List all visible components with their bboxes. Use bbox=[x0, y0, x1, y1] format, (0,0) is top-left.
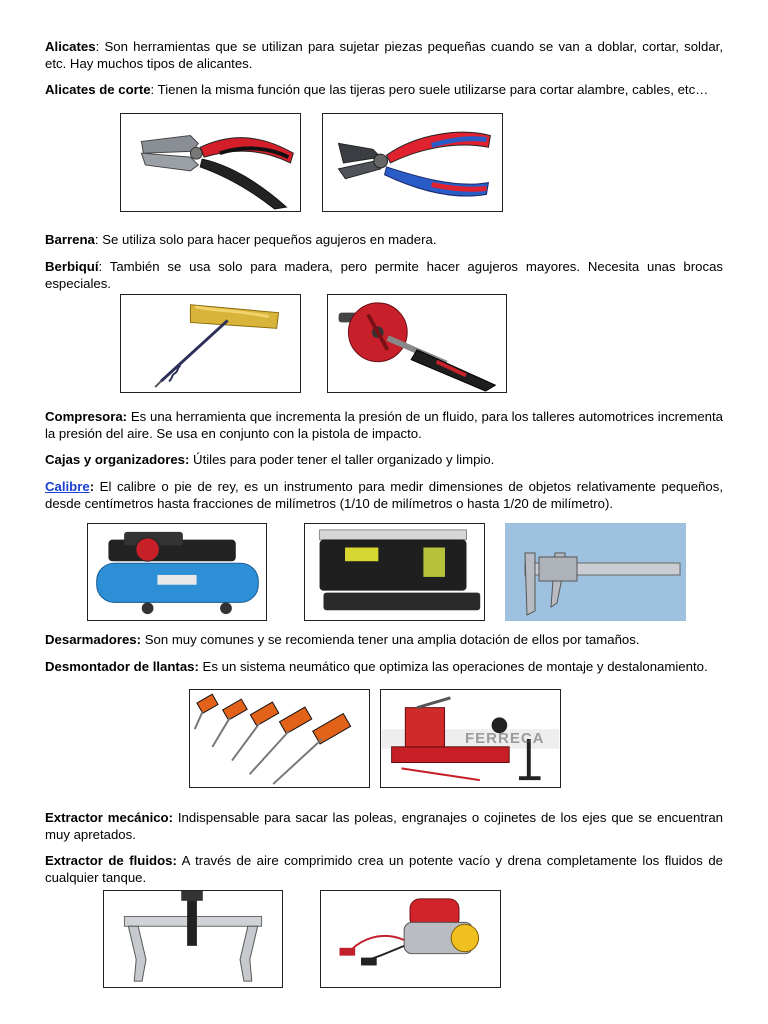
screwdrivers-image bbox=[189, 689, 370, 788]
entry-extractor-mecanico: Extractor mecánico: Indispensable para sacar las poleas, engranajes o cojinetes de los ejes que se encuentran muy apretados. bbox=[45, 810, 723, 842]
cutting-pliers-image bbox=[322, 113, 503, 212]
caliper-image bbox=[505, 523, 686, 621]
calibre-link[interactable]: Calibre bbox=[45, 479, 90, 494]
entry-alicates: Alicates: Son herramientas que se utilizan para sujetar piezas pequeñas cuando se van a doblar, cortar, soldar, etc. Hay muchos tipos de alicantes. bbox=[45, 39, 723, 71]
entry-berbiqui: Berbiquí: También se usa solo para madera, pero permite hacer agujeros mayores. Necesita unas brocas especiales. bbox=[45, 259, 723, 291]
entry-extractor-fluidos: Extractor de fluidos: A través de aire comprimido crea un potente vacío y drena completamente los fluidos de cualquier tanque. bbox=[45, 853, 723, 885]
entry-barrena: Barrena: Se utiliza solo para hacer pequeños agujeros en madera. bbox=[45, 232, 437, 247]
term: Extractor mecánico: bbox=[45, 810, 174, 825]
term: Desarmadores: bbox=[45, 632, 142, 647]
auger-image bbox=[120, 294, 301, 393]
term: Compresora: bbox=[45, 409, 128, 424]
term: Berbiquí bbox=[45, 259, 99, 274]
term: Cajas y organizadores: bbox=[45, 452, 190, 467]
entry-compresora: Compresora: Es una herramienta que incrementa la presión de un fluido, para los talleres automotrices incrementa la presión del aire. Se usa en conjunto con la pistola de impacto. bbox=[45, 409, 723, 441]
term: Alicates de corte bbox=[45, 82, 151, 97]
entry-desarmadores: Desarmadores: Son muy comunes y se recomienda tener una amplia dotación de ellos por tamaños. bbox=[45, 632, 640, 647]
entry-desmontador: Desmontador de llantas: Es un sistema neumático que optimiza las operaciones de montaje y destalonamiento. bbox=[45, 659, 708, 674]
compressor-image bbox=[87, 523, 267, 621]
term: Desmontador de llantas: bbox=[45, 659, 199, 674]
term: Extractor de fluidos: bbox=[45, 853, 177, 868]
term: Barrena bbox=[45, 232, 95, 247]
hand-drill-image bbox=[327, 294, 507, 393]
tire-changer-image bbox=[380, 689, 561, 788]
brand-watermark: FERRECA bbox=[465, 730, 545, 747]
fluid-extractor-image bbox=[320, 890, 501, 988]
toolbox-image bbox=[304, 523, 485, 621]
entry-cajas: Cajas y organizadores: Útiles para poder tener el taller organizado y limpio. bbox=[45, 452, 495, 467]
gear-puller-image bbox=[103, 890, 283, 988]
pliers-image bbox=[120, 113, 301, 212]
entry-calibre: Calibre: El calibre o pie de rey, es un instrumento para medir dimensiones de objetos relativamente pequeños, desde centímetros hasta fracciones de milímetros (1/10 de milímetros o hasta 1/20 de milímetro). bbox=[45, 479, 723, 511]
term: Alicates bbox=[45, 39, 96, 54]
entry-alicates-de-corte: Alicates de corte: Tienen la misma función que las tijeras pero suele utilizarse para cortar alambre, cables, etc… bbox=[45, 82, 709, 97]
